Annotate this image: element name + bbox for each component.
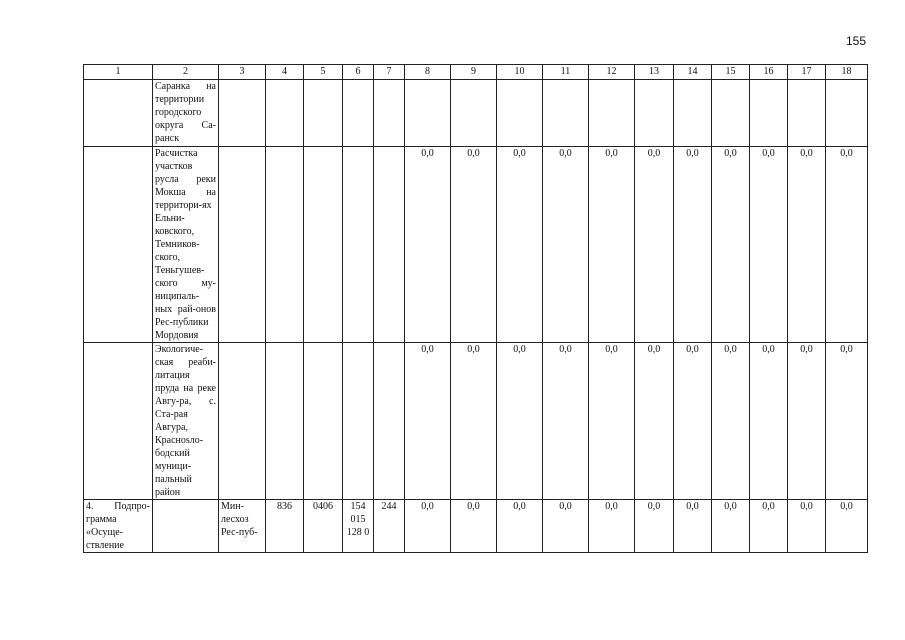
value-cell xyxy=(788,80,826,147)
page-number: 155 xyxy=(845,34,866,48)
column-number-row xyxy=(84,65,868,80)
value-cell: 0,0 xyxy=(750,500,788,553)
value-cell: 0,0 xyxy=(788,147,826,343)
executor-cell xyxy=(219,343,266,500)
column-header: 13 xyxy=(635,65,674,80)
program-cell xyxy=(84,147,153,343)
table-row xyxy=(84,500,868,553)
value-cell xyxy=(712,80,750,147)
column-header: 16 xyxy=(750,65,788,80)
program-cell: 4. Подпро-грамма «Осуще-ствление xyxy=(84,500,153,553)
table-row xyxy=(84,147,868,343)
value-cell: 0,0 xyxy=(788,500,826,553)
column-header: 8 xyxy=(405,65,451,80)
column-header: 10 xyxy=(497,65,543,80)
value-cell: 0,0 xyxy=(635,343,674,500)
value-cell xyxy=(826,80,868,147)
value-cell: 0,0 xyxy=(674,500,712,553)
measure-name-cell: Расчистка участков русла реки Мокша на территори-ях Ельни-ковского, Темников-ского, Теньгушев-ского му-ниципаль-ных рай-онов Рес-публики Мордовия xyxy=(153,147,219,343)
code-cell: 0406 xyxy=(304,500,343,553)
value-cell: 0,0 xyxy=(674,147,712,343)
code-cell xyxy=(266,147,304,343)
code-cell xyxy=(374,147,405,343)
column-header: 3 xyxy=(219,65,266,80)
column-header: 11 xyxy=(543,65,589,80)
value-cell: 0,0 xyxy=(788,343,826,500)
value-cell: 0,0 xyxy=(712,147,750,343)
code-cell: 836 xyxy=(266,500,304,553)
table-row xyxy=(84,80,868,147)
code-cell xyxy=(266,80,304,147)
value-cell: 0,0 xyxy=(405,343,451,500)
value-cell xyxy=(405,80,451,147)
value-cell: 0,0 xyxy=(826,147,868,343)
value-cell: 0,0 xyxy=(750,343,788,500)
value-cell xyxy=(451,80,497,147)
value-cell: 0,0 xyxy=(635,500,674,553)
measure-name-cell: Экологиче-ская реаби-литация пруда на реке Авгу-ра, с. Ста-рая Авгура, Краснosло-бодский муници-пальный район xyxy=(153,343,219,500)
column-header: 18 xyxy=(826,65,868,80)
code-cell xyxy=(304,80,343,147)
code-cell: 154 015 128 0 xyxy=(343,500,374,553)
value-cell xyxy=(543,80,589,147)
code-cell xyxy=(304,343,343,500)
executor-cell xyxy=(219,80,266,147)
value-cell: 0,0 xyxy=(750,147,788,343)
program-cell xyxy=(84,343,153,500)
value-cell xyxy=(635,80,674,147)
measure-name-cell: Саранка на территории городского округа Са-ранск xyxy=(153,80,219,147)
column-header: 5 xyxy=(304,65,343,80)
code-cell xyxy=(374,80,405,147)
code-cell: 244 xyxy=(374,500,405,553)
value-cell: 0,0 xyxy=(674,343,712,500)
value-cell: 0,0 xyxy=(712,343,750,500)
value-cell: 0,0 xyxy=(497,147,543,343)
value-cell: 0,0 xyxy=(451,343,497,500)
value-cell: 0,0 xyxy=(826,500,868,553)
code-cell xyxy=(343,147,374,343)
value-cell: 0,0 xyxy=(712,500,750,553)
value-cell: 0,0 xyxy=(497,343,543,500)
value-cell: 0,0 xyxy=(543,500,589,553)
value-cell: 0,0 xyxy=(451,500,497,553)
program-cell xyxy=(84,80,153,147)
value-cell xyxy=(750,80,788,147)
column-header: 7 xyxy=(374,65,405,80)
code-cell xyxy=(266,343,304,500)
column-header: 1 xyxy=(84,65,153,80)
code-cell xyxy=(343,343,374,500)
table-row xyxy=(84,343,868,500)
executor-cell: Мин-лесхоз Рес-пуб- xyxy=(219,500,266,553)
value-cell: 0,0 xyxy=(826,343,868,500)
column-header: 6 xyxy=(343,65,374,80)
value-cell: 0,0 xyxy=(543,147,589,343)
value-cell: 0,0 xyxy=(543,343,589,500)
value-cell: 0,0 xyxy=(497,500,543,553)
executor-cell xyxy=(219,147,266,343)
code-cell xyxy=(374,343,405,500)
code-cell xyxy=(304,147,343,343)
value-cell xyxy=(674,80,712,147)
column-header: 15 xyxy=(712,65,750,80)
value-cell: 0,0 xyxy=(635,147,674,343)
code-cell xyxy=(343,80,374,147)
value-cell: 0,0 xyxy=(451,147,497,343)
value-cell: 0,0 xyxy=(589,343,635,500)
budget-table xyxy=(83,64,868,553)
column-header: 2 xyxy=(153,65,219,80)
column-header: 9 xyxy=(451,65,497,80)
column-header: 4 xyxy=(266,65,304,80)
value-cell: 0,0 xyxy=(589,147,635,343)
value-cell: 0,0 xyxy=(405,500,451,553)
value-cell xyxy=(497,80,543,147)
measure-name-cell xyxy=(153,500,219,553)
column-header: 14 xyxy=(674,65,712,80)
value-cell: 0,0 xyxy=(589,500,635,553)
value-cell: 0,0 xyxy=(405,147,451,343)
column-header: 17 xyxy=(788,65,826,80)
value-cell xyxy=(589,80,635,147)
column-header: 12 xyxy=(589,65,635,80)
